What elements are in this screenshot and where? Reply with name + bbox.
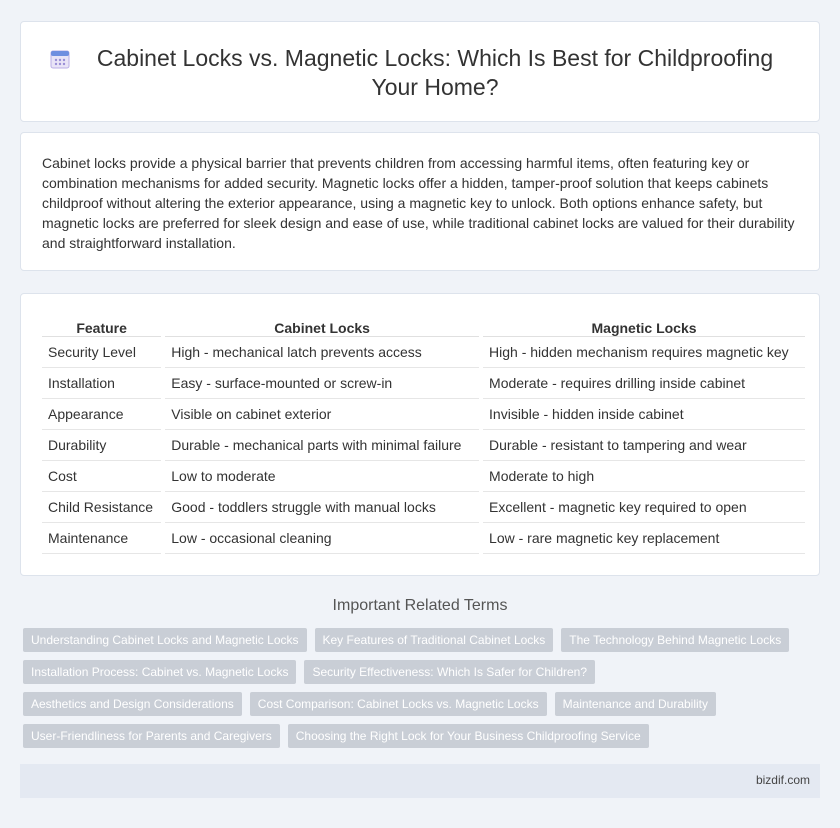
table-cell: Child Resistance bbox=[42, 492, 161, 523]
header-magnetic-locks: Magnetic Locks bbox=[483, 314, 805, 337]
table-cell: Installation bbox=[42, 368, 161, 399]
table-cell: Appearance bbox=[42, 399, 161, 430]
table-cell: Moderate - requires drilling inside cabinet bbox=[483, 368, 805, 399]
table-row bbox=[42, 337, 805, 368]
related-term-tag[interactable]: Understanding Cabinet Locks and Magnetic Locks bbox=[23, 628, 307, 652]
comparison-table bbox=[38, 314, 809, 554]
intro-card bbox=[20, 132, 820, 271]
table-row bbox=[42, 368, 805, 399]
title-card bbox=[20, 21, 820, 122]
table-cell: Excellent - magnetic key required to open bbox=[483, 492, 805, 523]
table-cell: Easy - surface-mounted or screw-in bbox=[165, 368, 479, 399]
table-cell: Maintenance bbox=[42, 523, 161, 554]
related-term-tag[interactable]: Installation Process: Cabinet vs. Magnetic Locks bbox=[23, 660, 296, 684]
table-cell: Security Level bbox=[42, 337, 161, 368]
table-cell: Durable - resistant to tampering and wear bbox=[483, 430, 805, 461]
table-cell: Low to moderate bbox=[165, 461, 479, 492]
table-cell: Moderate to high bbox=[483, 461, 805, 492]
comparison-card bbox=[20, 293, 820, 576]
related-term-tag[interactable]: The Technology Behind Magnetic Locks bbox=[561, 628, 789, 652]
header-feature: Feature bbox=[42, 314, 161, 337]
related-term-tag[interactable]: User-Friendliness for Parents and Caregivers bbox=[23, 724, 280, 748]
table-row bbox=[42, 492, 805, 523]
table-cell: Cost bbox=[42, 461, 161, 492]
table-cell: Visible on cabinet exterior bbox=[165, 399, 479, 430]
table-cell: Invisible - hidden inside cabinet bbox=[483, 399, 805, 430]
table-cell: Low - occasional cleaning bbox=[165, 523, 479, 554]
table-cell: Durability bbox=[42, 430, 161, 461]
table-header-row bbox=[42, 314, 805, 337]
table-cell: Durable - mechanical parts with minimal failure bbox=[165, 430, 479, 461]
footer-site-link[interactable]: bizdif.com bbox=[755, 773, 810, 787]
related-term-tag[interactable]: Aesthetics and Design Considerations bbox=[23, 692, 242, 716]
related-terms-heading: Important Related Terms bbox=[332, 597, 508, 614]
related-term-tag[interactable]: Key Features of Traditional Cabinet Locks bbox=[315, 628, 554, 652]
page-title: Cabinet Locks vs. Magnetic Locks: Which Is Best for Childproofing Your Home? bbox=[96, 44, 774, 100]
table-row bbox=[42, 461, 805, 492]
table-cell: High - hidden mechanism requires magnetic key bbox=[483, 337, 805, 368]
table-row bbox=[42, 523, 805, 554]
table-row bbox=[42, 430, 805, 461]
related-term-tag[interactable]: Choosing the Right Lock for Your Business Childproofing Service bbox=[288, 724, 649, 748]
intro-paragraph: Cabinet locks provide a physical barrier that prevents children from accessing harmful items, often featuring key or combination mechanisms for added security. Magnetic locks offer a hidden, tamper-proof solution that keeps cabinets childproof without altering the exterior appearance, using a magnetic key to unlock. Both options enhance safety, but magnetic locks are preferred for sleek design and ease of use, while traditional cabinet locks are valued for their durability and straightforward installation. bbox=[42, 155, 795, 251]
table-cell: High - mechanical latch prevents access bbox=[165, 337, 479, 368]
related-term-tag[interactable]: Security Effectiveness: Which Is Safer for Children? bbox=[304, 660, 595, 684]
related-term-tag[interactable]: Maintenance and Durability bbox=[555, 692, 716, 716]
table-cell: Good - toddlers struggle with manual locks bbox=[165, 492, 479, 523]
table-cell: Low - rare magnetic key replacement bbox=[483, 523, 805, 554]
table-row bbox=[42, 399, 805, 430]
footer bbox=[20, 764, 820, 798]
header-cabinet-locks: Cabinet Locks bbox=[165, 314, 479, 337]
related-terms-list bbox=[23, 628, 823, 756]
related-term-tag[interactable]: Cost Comparison: Cabinet Locks vs. Magnetic Locks bbox=[250, 692, 547, 716]
